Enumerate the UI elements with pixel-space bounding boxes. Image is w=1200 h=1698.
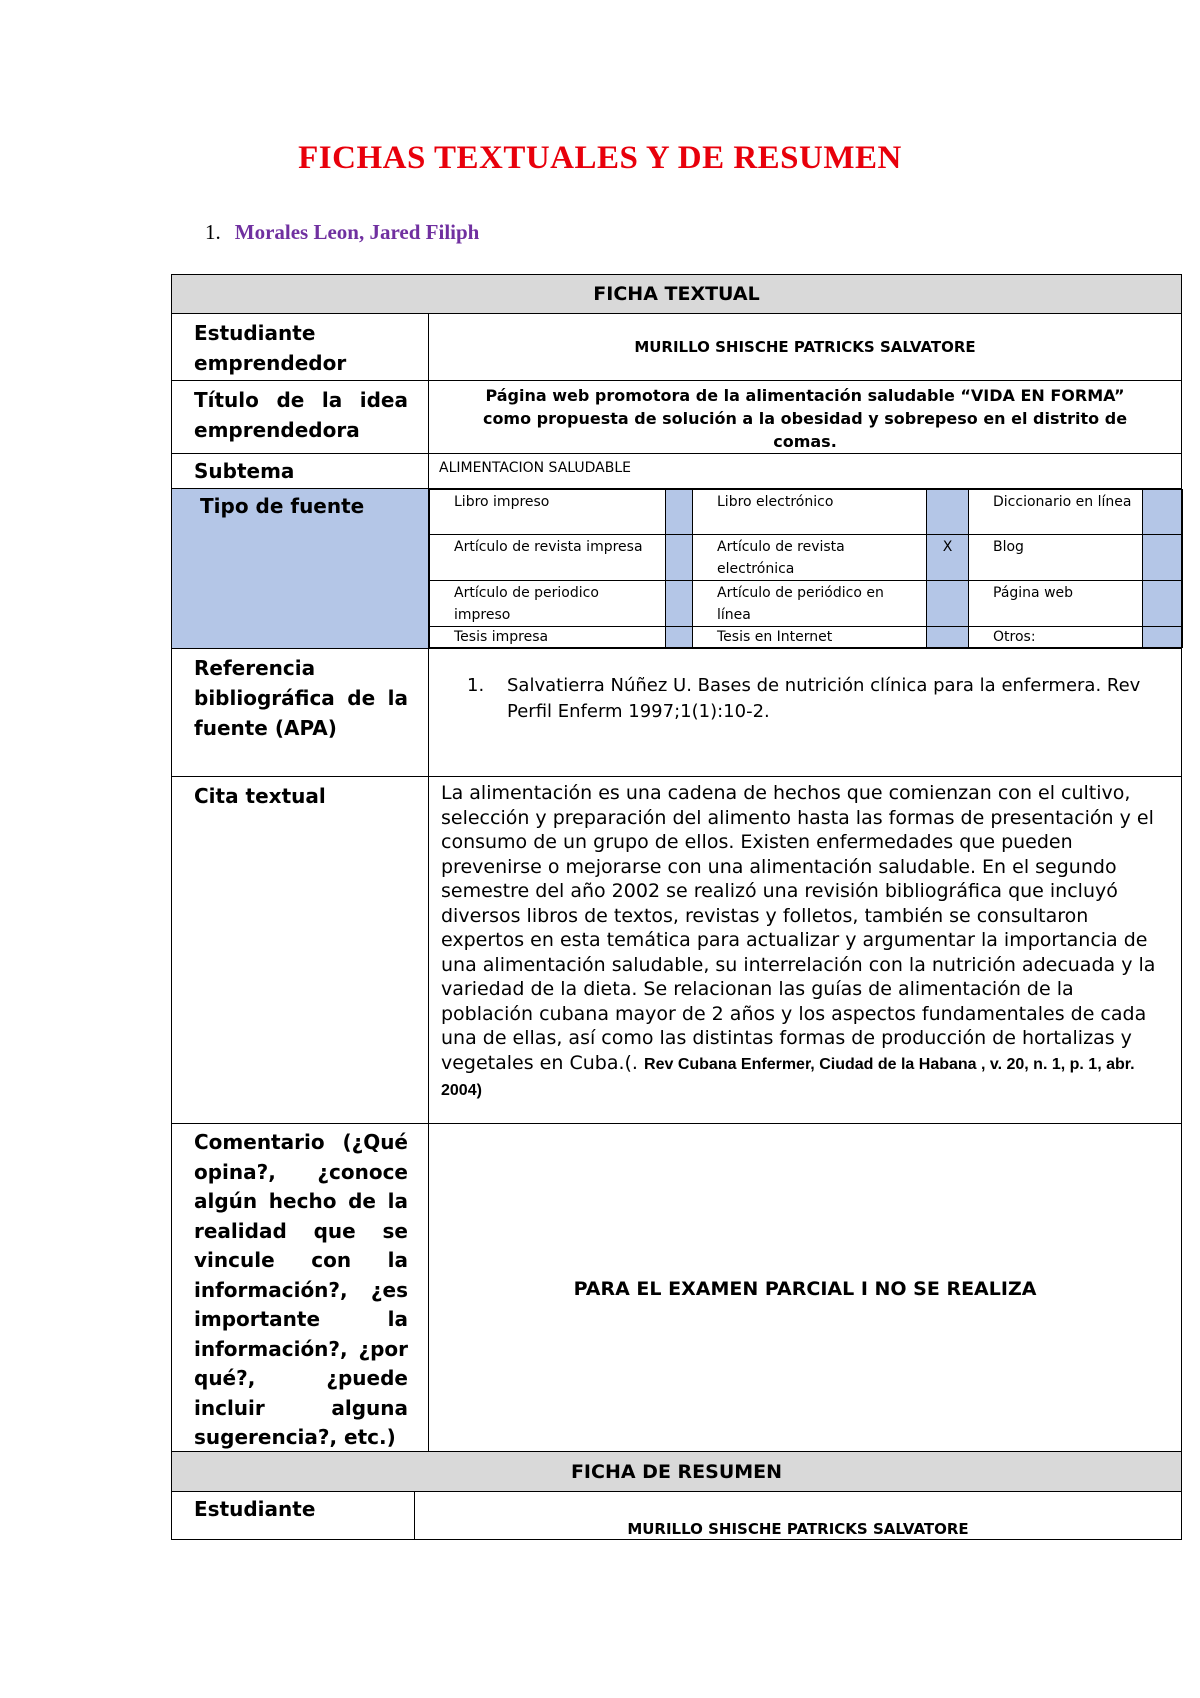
fuente-checkbox[interactable] [666,535,693,581]
ficha-textual-header: FICHA TEXTUAL [172,275,1182,314]
fuente-checkbox[interactable] [927,490,969,535]
fuente-periodico-linea: Artículo de periódico en línea [693,581,927,627]
fuente-otros: Otros: [969,627,1143,648]
resumen-estudiante-label: Estudiante [172,1492,415,1540]
page-title: FICHAS TEXTUALES Y DE RESUMEN [298,140,902,176]
fuente-tesis-internet: Tesis en Internet [693,627,927,648]
fuente-checkbox[interactable] [666,581,693,627]
fuente-checkbox[interactable] [927,581,969,627]
ficha-resumen-header: FICHA DE RESUMEN [172,1452,1182,1492]
referencia-cell [429,649,1182,777]
fuente-checkbox[interactable] [1143,627,1183,648]
fuente-pagina-web: Página web [969,581,1143,627]
fuente-checkbox[interactable] [1143,490,1183,535]
ficha-textual-table [171,274,1182,1456]
resumen-estudiante-value: MURILLO SHISCHE PATRICKS SALVATORE [415,1492,1182,1540]
fuente-periodico-impreso: Artículo de periodico impreso [430,581,666,627]
author-name: Morales Leon, Jared Filiph [234,220,480,244]
referencia-label: Referencia bibliográfica de la fuente (APA) [172,649,429,777]
referencia-item [429,673,1181,725]
subtema-label: Subtema [172,454,429,489]
cita-label: Cita textual [172,777,429,1124]
referencia-value: Salvatierra Núñez U. Bases de nutrición clínica para la enfermera. Rev Perfil Enferm 1997;1(1):10-2. [507,675,1141,722]
cita-value: La alimentación es una cadena de hechos que comienzan con el cultivo, selección y preparación del alimento hasta las formas de presentación y el consumo de un grupo de ellos. Existen enfermedades que pueden prevenirse o mejorarse con una alimentación saludable. En el segundo semestre del año 2002 se realizó una revisión bibliográfica que incluyó diversos libros de textos, revistas y folletos, también se consultaron expertos en esta temática para actualizar y argumentar la importancia de una alimentación saludable, su interrelación con la nutrición adecuada y la variedad de la dieta. Se relacionan las guías de alimentación de la población cubana mayor de 2 años y los aspectos fundamentales de cada una de ellas, así como las distintas formas de producción de hortalizas y vegetales en Cuba.(. [441,782,1156,1074]
fuente-libro-electronico: Libro electrónico [693,490,927,535]
fuente-checkbox[interactable]: X [927,535,969,581]
comentario-value: PARA EL EXAMEN PARCIAL I NO SE REALIZA [429,1124,1182,1456]
titulo-label: Título de la idea emprendedora [172,381,429,454]
tipo-fuente-grid [429,489,1183,648]
ficha-resumen-table [171,1451,1182,1540]
fuente-revista-electronica: Artículo de revista electrónica [693,535,927,581]
fuente-blog: Blog [969,535,1143,581]
subtema-value: ALIMENTACION SALUDABLE [429,454,1182,489]
fuente-tesis-impresa: Tesis impresa [430,627,666,648]
fuente-libro-impreso: Libro impreso [430,490,666,535]
cita-source: Rev Cubana Enfermer, Ciudad de la Habana , v. 20, n. 1, p. 1, abr. 2004) [441,1055,1135,1099]
estudiante-label: Estudiante emprendedor [172,314,429,381]
titulo-value: Página web promotora de la alimentación saludable “VIDA EN FORMA” como propuesta de solución a la obesidad y sobrepeso en el distrito de comas. [429,381,1182,454]
tipo-fuente-cell [429,489,1182,649]
fuente-checkbox[interactable] [666,627,693,648]
fuente-checkbox[interactable] [1143,535,1183,581]
author-line [205,220,479,245]
fuente-revista-impresa: Artículo de revista impresa [430,535,666,581]
referencia-number: 1. [467,675,485,696]
fuente-checkbox[interactable] [927,627,969,648]
author-number: 1. [205,220,221,244]
tipo-fuente-label: Tipo de fuente [172,489,429,649]
fuente-checkbox[interactable] [1143,581,1183,627]
fuente-checkbox[interactable] [666,490,693,535]
comentario-label: Comentario (¿Qué opina?, ¿conoce algún hecho de la realidad que se vincule con la información?, ¿es importante la información?, ¿por qué?, ¿puede incluir alguna sugerencia?, etc.) [172,1124,429,1456]
fuente-diccionario: Diccionario en línea [969,490,1143,535]
estudiante-value: MURILLO SHISCHE PATRICKS SALVATORE [429,314,1182,381]
cita-cell [429,777,1182,1124]
